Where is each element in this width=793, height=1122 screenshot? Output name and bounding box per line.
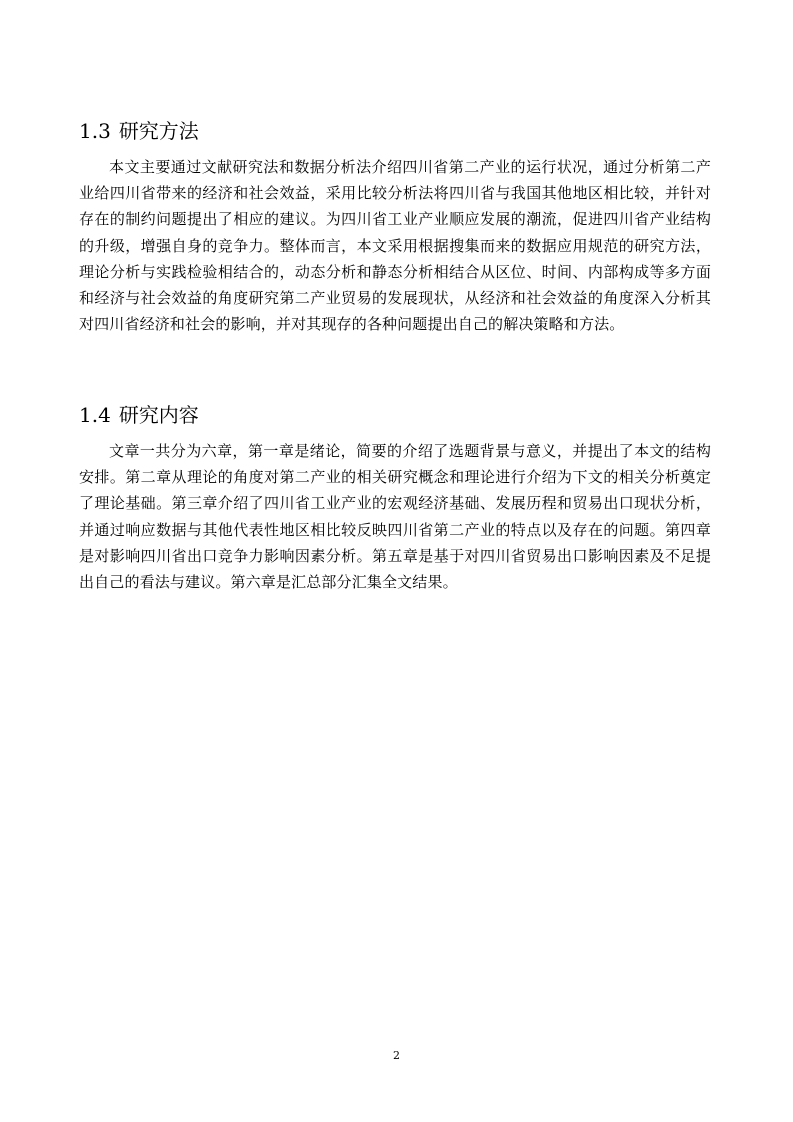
section-paragraph: 文章一共分为六章，第一章是绪论，简要的介绍了选题背景与意义，并提出了本文的结构安排。第二章从理论的角度对第二产业的相关研究概念和理论进行介绍为下文的相关分析奠定了理论基础。第三章介绍了四川省工业产业的宏观经济基础、发展历程和贸易出口现状分析，并通过响应数据与其他代表性地区相比较反映四川省第二产业的特点以及存在的问题。第四章是对影响四川省出口竞争力影响因素分析。第五章是基于对四川省贸易出口影响因素及不足提出自己的看法与建议。第六章是汇总部分汇集全文结果。 (79, 442, 711, 592)
section-heading (79, 401, 711, 429)
section-number: 1.4 (79, 403, 111, 427)
page-number: 2 (393, 1049, 400, 1062)
section-paragraph: 本文主要通过文献研究法和数据分析法介绍四川省第二产业的运行状况，通过分析第二产业给四川省带来的经济和社会效益，采用比较分析法将四川省与我国其他地区相比较，并针对存在的制约问题提出了相应的建议。为四川省工业产业顺应发展的潮流，促进四川省产业结构的升级，增强自身的竞争力。整体而言，本文采用根据搜集而来的数据应用规范的研究方法，理论分析与实践检验相结合的，动态分析和静态分析相结合从区位、时间、内部构成等多方面和经济与社会效益的角度研究第二产业贸易的发展现状，从经济和社会效益的角度深入分析其对四川省经济和社会的影响，并对其现存的各种问题提出自己的解决策略和方法。 (79, 158, 711, 334)
section-number: 1.3 (79, 119, 111, 143)
section-title: 研究内容 (118, 403, 199, 427)
section-research-methods (79, 117, 711, 337)
section-research-content (79, 401, 711, 595)
section-title: 研究方法 (118, 119, 199, 143)
section-heading (79, 117, 711, 145)
